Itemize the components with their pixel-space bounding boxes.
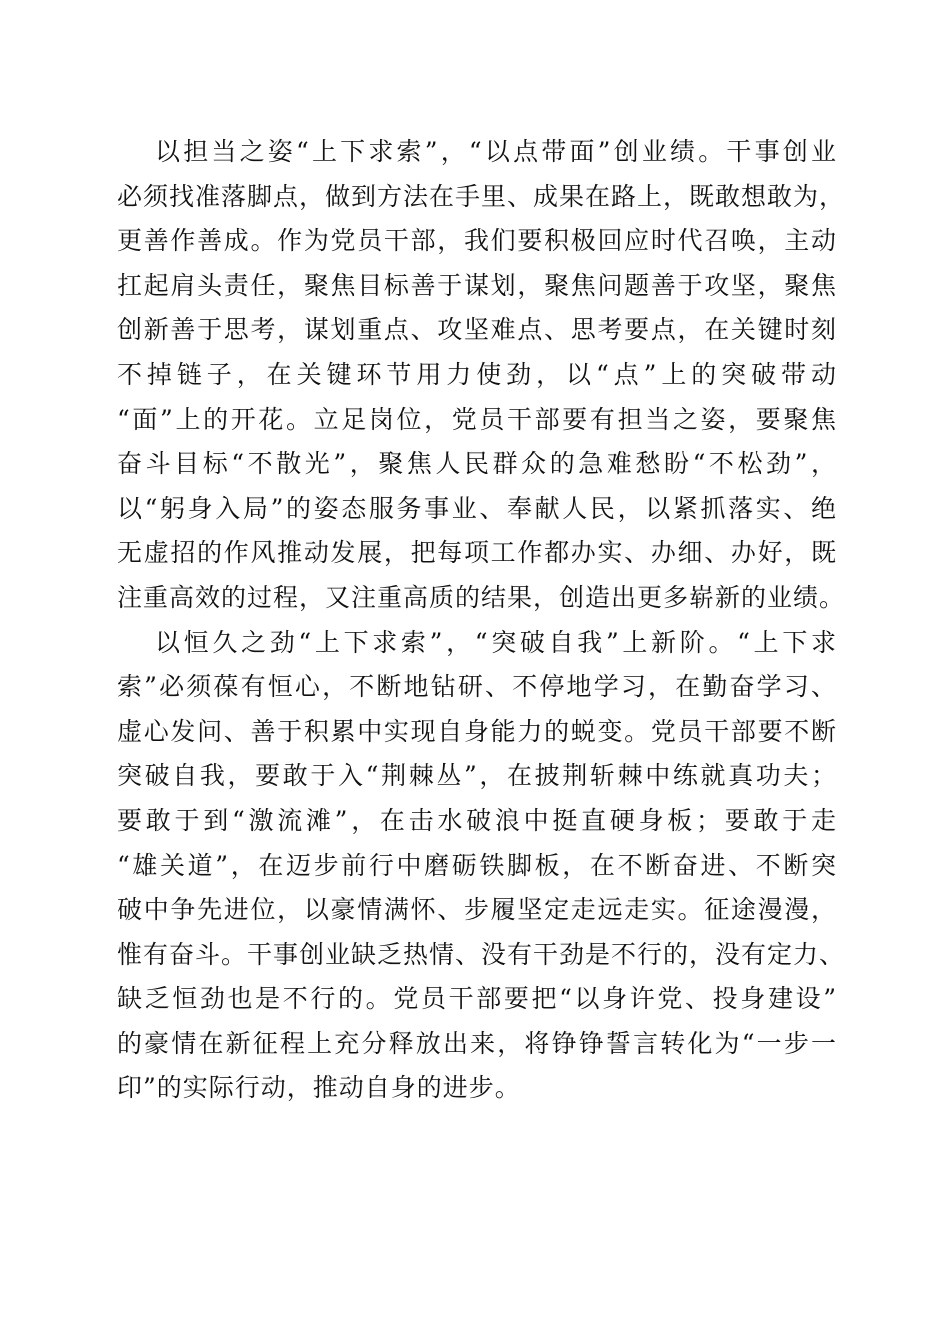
text-line: 扛起肩头责任，聚焦目标善于谋划，聚焦问题善于攻坚，聚焦	[117, 270, 837, 300]
text-line: “面”上的开花。立足岗位，党员干部要有担当之姿，要聚焦	[117, 404, 837, 434]
text-line: 创新善于思考，谋划重点、攻坚难点、思考要点，在关键时刻	[117, 315, 837, 345]
text-line: 虚心发问、善于积累中实现自身能力的蜕变。党员干部要不断	[117, 716, 837, 746]
text-line: 缺乏恒劲也是不行的。党员干部要把“以身许党、投身建设”	[117, 984, 837, 1014]
text-line: 索”必须葆有恒心，不断地钻研、不停地学习，在勤奋学习、	[117, 672, 837, 702]
text-line: 必须找准落脚点，做到方法在手里、成果在路上，既敢想敢为，	[117, 181, 846, 211]
text-line: 要敢于到“激流滩”，在击水破浪中挺直硬身板；要敢于走	[117, 805, 837, 835]
text-line: 的豪情在新征程上充分释放出来，将铮铮誓言转化为“一步一	[117, 1028, 837, 1058]
text-line: 更善作善成。作为党员干部，我们要积极回应时代召唤，主动	[117, 226, 837, 256]
text-line: 不掉链子，在关键环节用力使劲，以“点”上的突破带动	[117, 359, 837, 389]
text-line: 注重高效的过程，又注重高质的结果，创造出更多崭新的业绩。	[117, 582, 846, 612]
text-line: 以“躬身入局”的姿态服务事业、奉献人民，以紧抓落实、绝	[117, 493, 837, 523]
text-line: 突破自我，要敢于入“荆棘丛”，在披荆斩棘中练就真功夫；	[117, 761, 837, 791]
paragraph-2	[117, 621, 846, 1112]
text-line: 破中争先进位，以豪情满怀、步履坚定走远走实。征途漫漫，	[117, 895, 837, 925]
text-line: 印”的实际行动，推动自身的进步。	[117, 1073, 521, 1103]
text-line: 奋斗目标“不散光”，聚焦人民群众的急难愁盼“不松劲”，	[117, 449, 837, 479]
text-line: 惟有奋斗。干事创业缺乏热情、没有干劲是不行的，没有定力、	[117, 939, 846, 969]
text-line: 以恒久之劲“上下求索”，“突破自我”上新阶。“上下求	[155, 627, 837, 657]
document-body	[117, 130, 846, 1111]
paragraph-1	[117, 130, 846, 621]
text-line: 无虚招的作风推动发展，把每项工作都办实、办细、办好，既	[117, 538, 837, 568]
text-line: 以担当之姿“上下求索”，“以点带面”创业绩。干事创业	[155, 137, 837, 166]
text-line: “雄关道”，在迈步前行中磨砺铁脚板，在不断奋进、不断突	[117, 850, 837, 880]
